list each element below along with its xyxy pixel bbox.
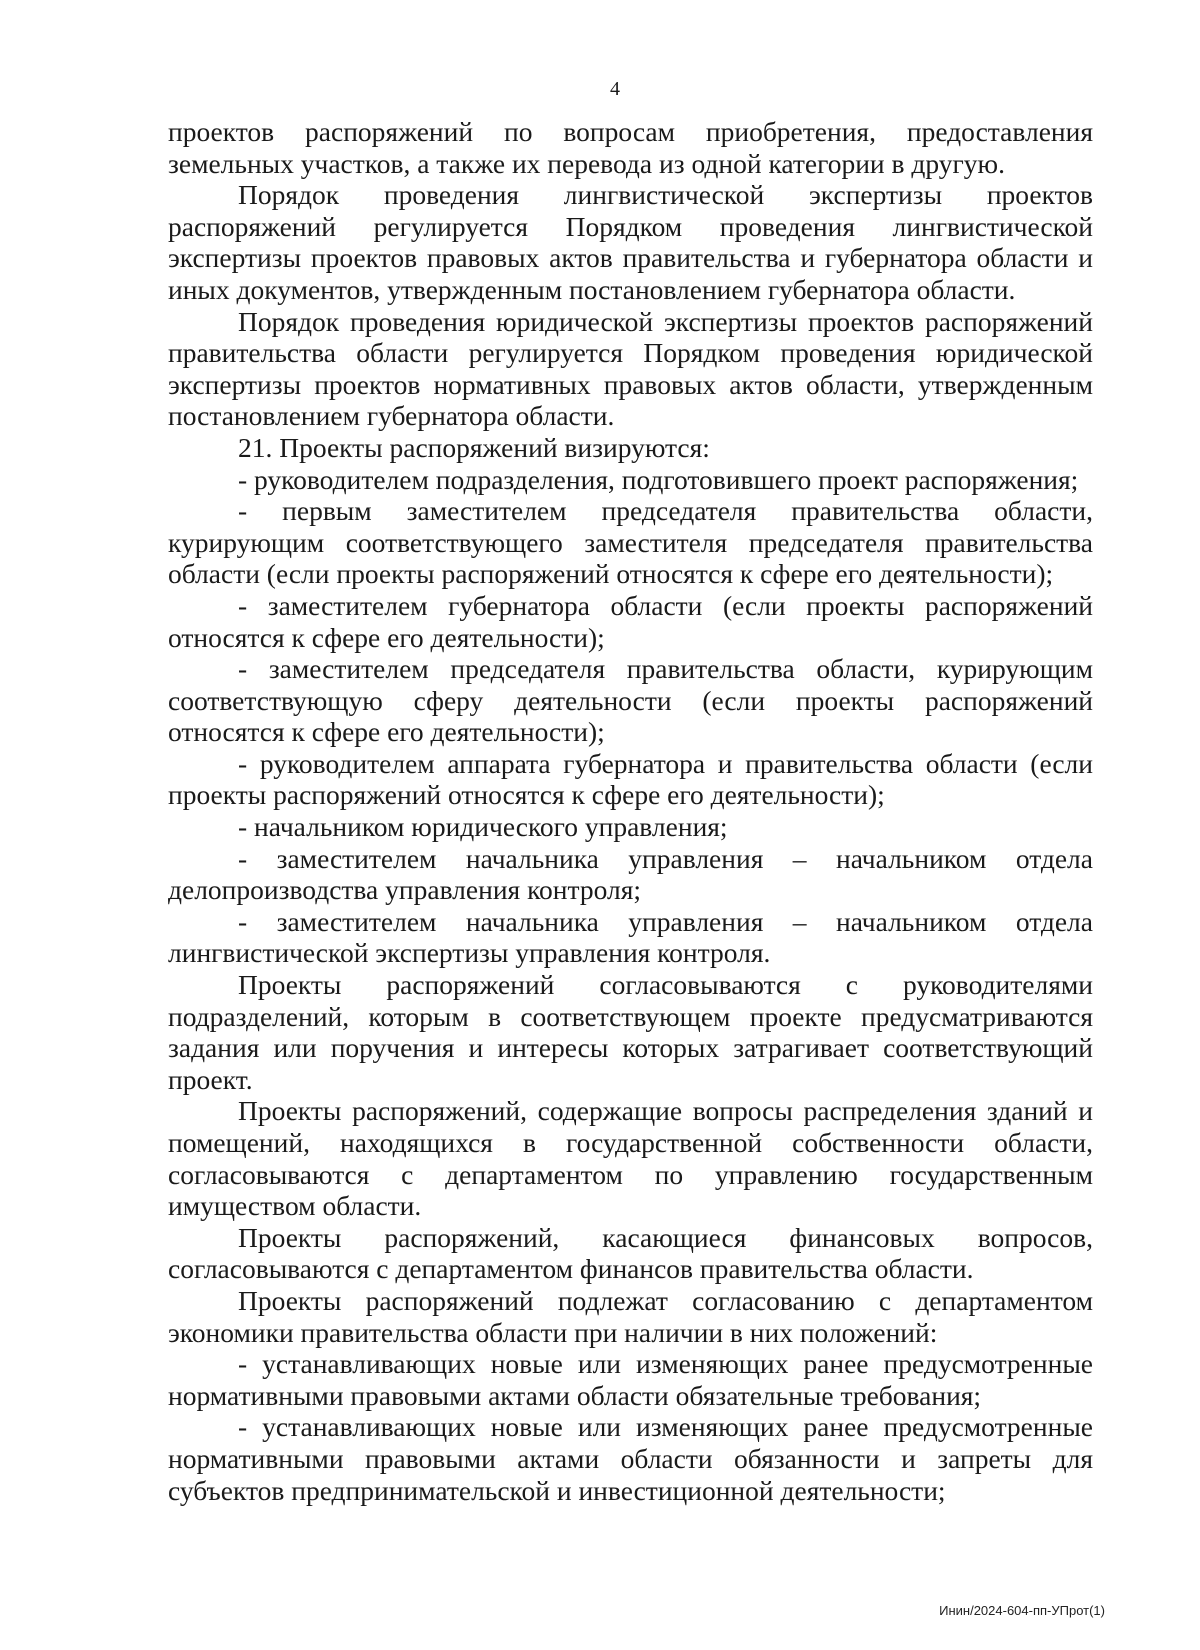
- paragraph: Проекты распоряжений подлежат согласованию с департаментом экономики правительства области при наличии в них положений:: [168, 1284, 1093, 1348]
- list-item: - начальником юридического управления;: [238, 811, 728, 843]
- document-body: [168, 116, 1093, 1506]
- document-registration-code: Инин/2024-604-пп-УПрот(1): [939, 1603, 1105, 1618]
- paragraph: Проекты распоряжений, содержащие вопросы распределения зданий и помещений, находящихся в государственной собственности области, согласовываются с департаментом по управлению государственным имуществом области.: [168, 1095, 1093, 1222]
- list-item: - устанавливающих новые или изменяющих ранее предусмотренные нормативными правовыми актами области обязанности и запреты для субъектов предпринимательской и инвестиционной деятельности;: [168, 1411, 1093, 1506]
- paragraph: Проекты распоряжений согласовываются с руководителями подразделений, которым в соответствующем проекте предусматриваются задания или поручения и интересы которых затрагивает соответствующий проект.: [168, 969, 1093, 1095]
- list-item: - руководителем аппарата губернатора и правительства области (если проекты распоряжений относятся к сфере его деятельности);: [168, 747, 1093, 811]
- list-item: - первым заместителем председателя правительства области, курирующим соответствующего заместителя председателя правительства области (если проекты распоряжений относятся к сфере его деятельности);: [168, 495, 1093, 590]
- paragraph: Порядок проведения юридической экспертизы проектов распоряжений правительства области регулируется Порядком проведения юридической экспертизы проектов нормативных правовых актов области, утвержденным постановлением губернатора области.: [168, 305, 1093, 432]
- list-item: - руководителем подразделения, подготовившего проект распоряжения;: [238, 463, 1079, 495]
- list-item: - заместителем председателя правительства области, курирующим соответствующую сферу деятельности (если проекты распоряжений относятся к сфере его деятельности);: [168, 653, 1093, 748]
- section-21-heading: 21. Проекты распоряжений визируются:: [238, 431, 710, 463]
- list-item: - заместителем начальника управления – начальником отдела лингвистической экспертизы управления контроля.: [168, 905, 1093, 969]
- paragraph: Порядок проведения лингвистической экспертизы проектов распоряжений регулируется Порядком проведения лингвистической экспертизы проектов правовых актов правительства и губернатора области и иных документов, утвержденным постановлением губернатора области.: [168, 179, 1093, 305]
- list-item: - заместителем губернатора области (если проекты распоряжений относятся к сфере его деятельности);: [168, 589, 1093, 653]
- list-item: - устанавливающих новые или изменяющих ранее предусмотренные нормативными правовыми актами области обязательные требования;: [168, 1348, 1093, 1411]
- paragraph: Проекты распоряжений, касающиеся финансовых вопросов, согласовываются с департаментом финансов правительства области.: [168, 1221, 1093, 1285]
- paragraph: проектов распоряжений по вопросам приобретения, предоставления земельных участков, а также их перевода из одной категории в другую.: [168, 116, 1093, 179]
- page-number: 4: [610, 78, 620, 100]
- list-item: - заместителем начальника управления – начальником отдела делопроизводства управления контроля;: [168, 842, 1093, 906]
